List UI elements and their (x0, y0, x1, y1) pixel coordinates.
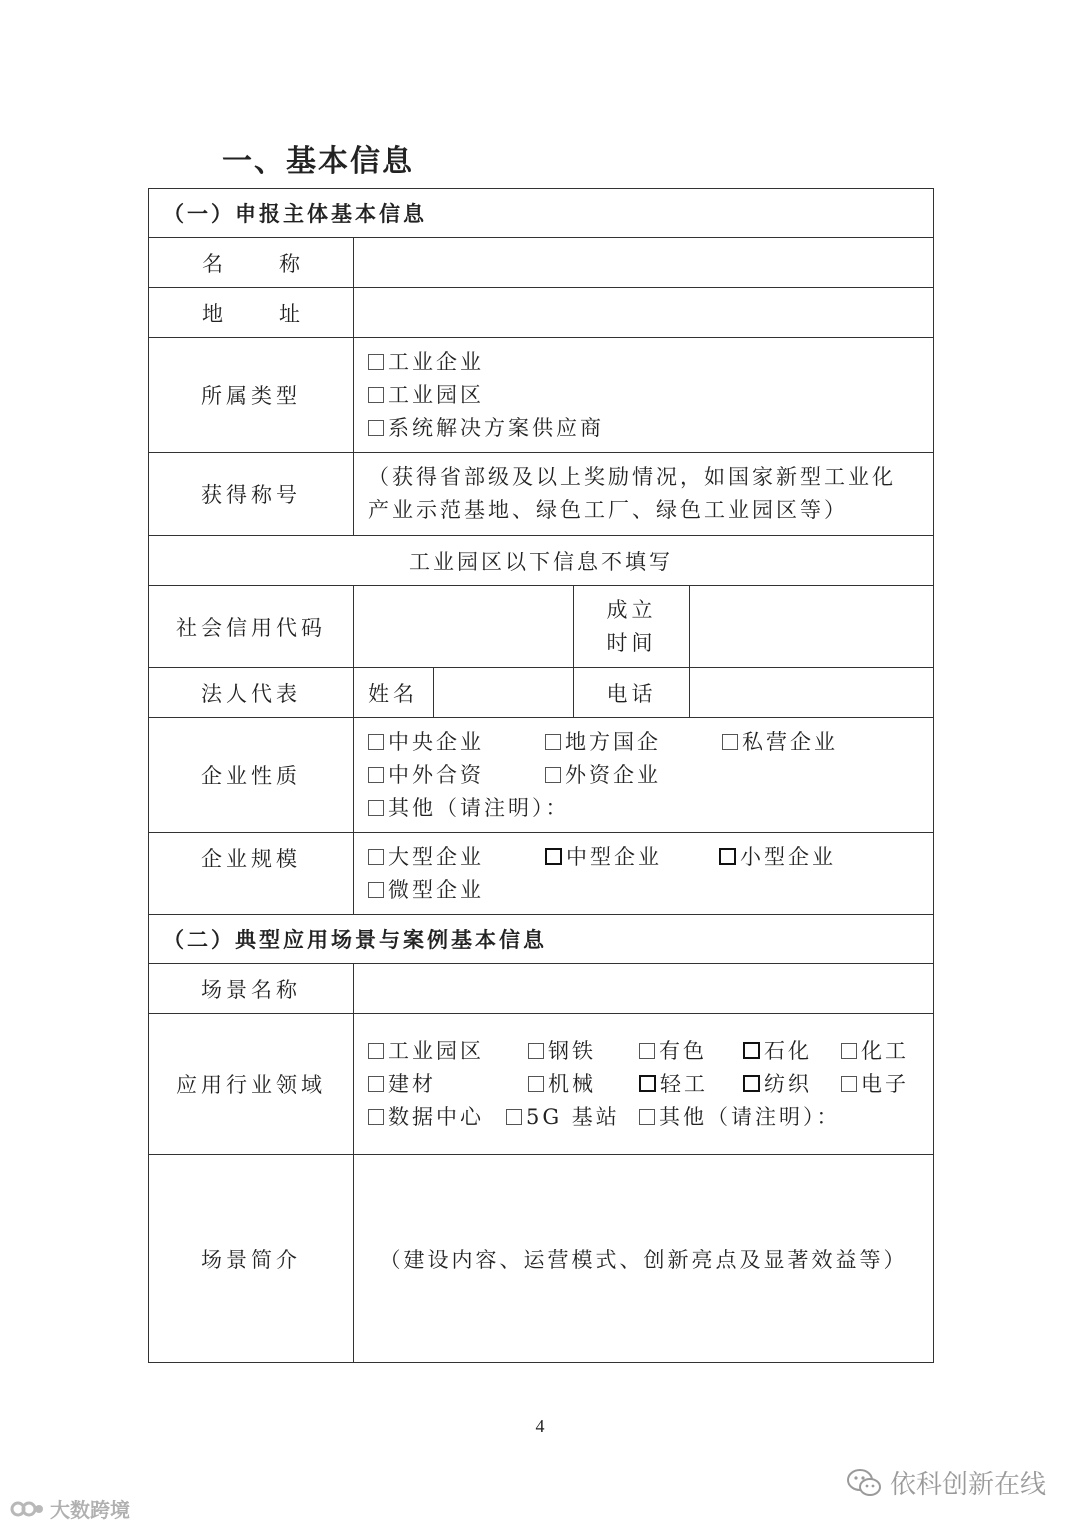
nature-option[interactable]: 中外合资 (368, 759, 545, 792)
scale-option[interactable]: 微型企业 (368, 874, 545, 907)
nature-options (354, 718, 934, 833)
industry-option[interactable]: 机械 (528, 1068, 639, 1101)
nature-label: 企业性质 (149, 718, 354, 833)
founded-label: 成立 时间 (574, 586, 690, 668)
checkbox[interactable] (368, 420, 384, 436)
checkbox[interactable] (368, 1109, 384, 1125)
checkbox[interactable] (528, 1076, 544, 1092)
scene-name-field[interactable] (354, 964, 934, 1014)
scale-row (149, 833, 934, 915)
checkbox[interactable] (368, 354, 384, 370)
checkbox[interactable] (506, 1109, 522, 1125)
credit-code-field[interactable] (354, 586, 574, 668)
industry-row (149, 1014, 934, 1155)
type-option-industrial-enterprise[interactable]: 工业企业 (368, 346, 919, 379)
bigdata-logo-icon (10, 1497, 44, 1521)
scale-option[interactable]: 中型企业 (545, 841, 719, 874)
checkbox[interactable] (528, 1043, 544, 1059)
industry-option[interactable]: 建材 (368, 1068, 528, 1101)
type-option-industrial-park[interactable]: 工业园区 (368, 379, 919, 412)
intro-note[interactable]: （建设内容、运营模式、创新亮点及显著效益等） (354, 1155, 934, 1363)
legal-rep-name-field[interactable] (434, 668, 574, 718)
checkbox[interactable] (743, 1075, 760, 1092)
page-number: 4 (535, 1416, 545, 1436)
scale-label: 企业规模 (149, 833, 354, 915)
wechat-icon (846, 1468, 882, 1498)
type-option-solution-provider[interactable]: 系统解决方案供应商 (368, 412, 919, 445)
checkbox[interactable] (545, 767, 561, 783)
section-2-title: （二）典型应用场景与案例基本信息 (149, 915, 934, 964)
checkbox[interactable] (841, 1076, 857, 1092)
application-form-table (148, 188, 934, 1363)
honor-row (149, 453, 934, 536)
checkbox[interactable] (368, 849, 384, 865)
nature-row (149, 718, 934, 833)
name-field[interactable] (354, 238, 934, 288)
nature-option[interactable]: 中央企业 (368, 726, 545, 759)
section-2-header-row (149, 915, 934, 964)
park-note: 工业园区以下信息不填写 (149, 536, 934, 586)
scale-option[interactable]: 小型企业 (719, 841, 899, 874)
industry-option[interactable]: 轻工 (639, 1068, 743, 1101)
checkbox[interactable] (719, 848, 736, 865)
industry-option-other[interactable]: 其他（请注明）： (639, 1101, 919, 1134)
legal-rep-row (149, 668, 934, 718)
industry-option[interactable]: 钢铁 (528, 1035, 639, 1068)
scale-option[interactable]: 大型企业 (368, 841, 545, 874)
industry-option[interactable]: 电子 (841, 1068, 921, 1101)
industry-option[interactable]: 石化 (743, 1035, 841, 1068)
checkbox[interactable] (545, 848, 562, 865)
intro-label: 场景简介 (149, 1155, 354, 1363)
industry-option[interactable]: 5G 基站 (506, 1101, 639, 1134)
industry-option[interactable]: 化工 (841, 1035, 921, 1068)
nature-option[interactable]: 外资企业 (545, 759, 722, 792)
checkbox[interactable] (368, 800, 384, 816)
checkbox[interactable] (368, 734, 384, 750)
credit-row (149, 586, 934, 668)
watermark-left: 大数跨境 (10, 1494, 130, 1523)
checkbox[interactable] (368, 1043, 384, 1059)
nature-option[interactable]: 私营企业 (722, 726, 902, 759)
scale-options (354, 833, 934, 915)
honor-label: 获得称号 (149, 453, 354, 536)
checkbox[interactable] (639, 1109, 655, 1125)
checkbox[interactable] (368, 1076, 384, 1092)
industry-option[interactable]: 工业园区 (368, 1035, 528, 1068)
section-1-header-row (149, 189, 934, 238)
honor-note[interactable]: （获得省部级及以上奖励情况，如国家新型工业化产业示范基地、绿色工厂、绿色工业园区等） (354, 453, 934, 536)
scene-name-row (149, 964, 934, 1014)
intro-row (149, 1155, 934, 1363)
checkbox[interactable] (639, 1043, 655, 1059)
type-row (149, 338, 934, 453)
nature-option-other[interactable]: 其他（请注明）： (368, 792, 902, 825)
industry-option[interactable]: 数据中心 (368, 1101, 506, 1134)
park-note-row (149, 536, 934, 586)
checkbox[interactable] (368, 767, 384, 783)
phone-field[interactable] (690, 668, 934, 718)
type-options (354, 338, 934, 453)
watermark-right: 依科创新在线 (846, 1464, 1046, 1501)
checkbox[interactable] (639, 1075, 656, 1092)
scene-name-label: 场景名称 (149, 964, 354, 1014)
credit-label: 社会信用代码 (149, 586, 354, 668)
name-row (149, 238, 934, 288)
page-heading: 一、基本信息 (222, 144, 414, 179)
checkbox[interactable] (545, 734, 561, 750)
legal-rep-label: 法人代表 (149, 668, 354, 718)
industry-label: 应用行业领域 (149, 1014, 354, 1155)
checkbox[interactable] (841, 1043, 857, 1059)
nature-option[interactable]: 地方国企 (545, 726, 722, 759)
section-1-title: （一）申报主体基本信息 (149, 189, 934, 238)
industry-option[interactable]: 有色 (639, 1035, 743, 1068)
type-label: 所属类型 (149, 338, 354, 453)
checkbox[interactable] (368, 387, 384, 403)
founded-date-field[interactable] (690, 586, 934, 668)
address-field[interactable] (354, 288, 934, 338)
industry-option[interactable]: 纺织 (743, 1068, 841, 1101)
name-label: 名 称 (149, 238, 354, 288)
checkbox[interactable] (368, 882, 384, 898)
address-label: 地 址 (149, 288, 354, 338)
address-row (149, 288, 934, 338)
legal-rep-name-label: 姓名 (354, 668, 434, 718)
industry-options (354, 1014, 934, 1155)
phone-label: 电话 (574, 668, 690, 718)
checkbox[interactable] (722, 734, 738, 750)
checkbox[interactable] (743, 1042, 760, 1059)
